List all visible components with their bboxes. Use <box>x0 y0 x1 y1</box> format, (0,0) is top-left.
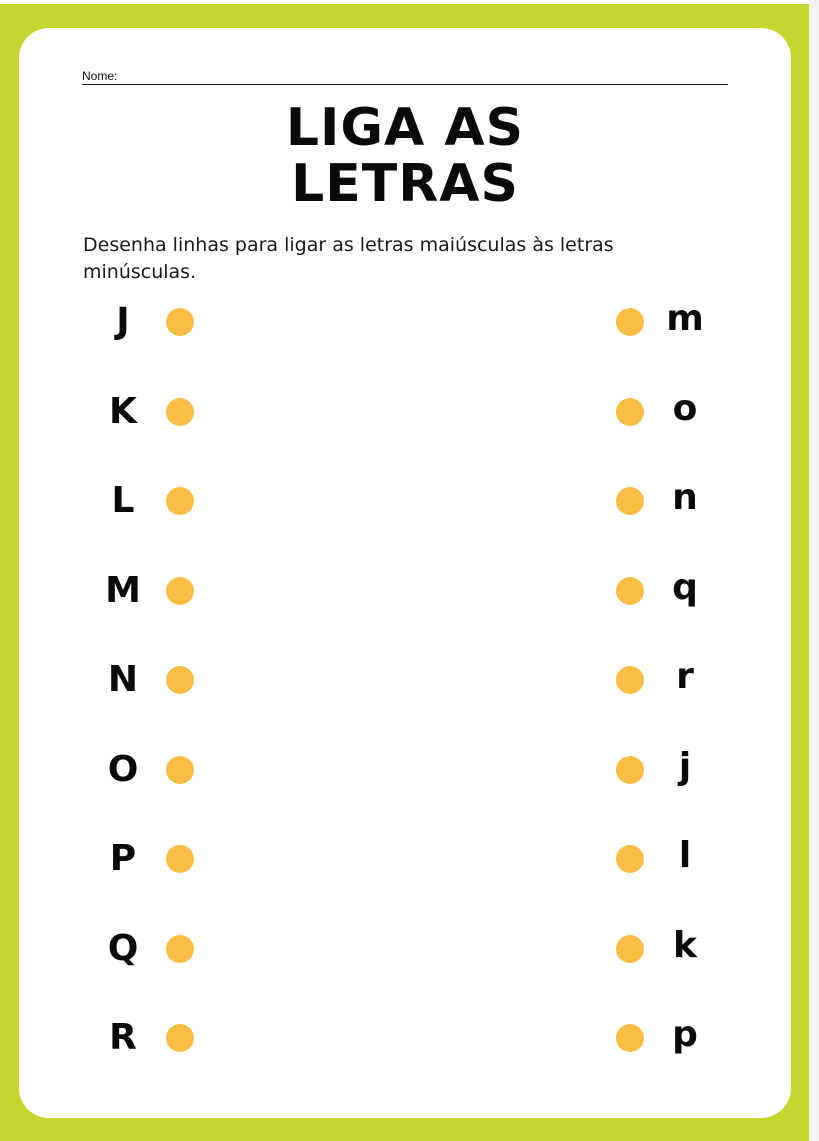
uppercase-letter: K <box>109 390 137 432</box>
right-connect-dot[interactable] <box>616 308 644 336</box>
right-connect-dot[interactable] <box>616 756 644 784</box>
uppercase-letter: L <box>111 480 135 521</box>
name-field[interactable] <box>82 70 728 85</box>
uppercase-letter: N <box>107 659 139 700</box>
page-edge <box>809 0 819 1141</box>
left-connect-dot[interactable] <box>166 398 194 426</box>
lowercase-letter: p <box>672 1014 698 1055</box>
left-connect-dot[interactable] <box>166 666 194 694</box>
left-connect-dot[interactable] <box>166 1024 194 1052</box>
left-connect-dot[interactable] <box>166 845 194 873</box>
uppercase-letter: R <box>109 1017 137 1058</box>
worksheet-sheet <box>19 28 791 1118</box>
lowercase-letter: o <box>672 387 698 429</box>
uppercase-letter: Q <box>107 927 139 969</box>
uppercase-letter: M <box>105 569 141 611</box>
lowercase-letter: j <box>678 745 692 787</box>
right-connect-dot[interactable] <box>616 398 644 426</box>
lowercase-letter: n <box>672 477 698 518</box>
page-title <box>19 100 791 212</box>
name-label: Nome: <box>82 69 118 83</box>
right-connect-dot[interactable] <box>616 487 644 515</box>
lowercase-letter: m <box>666 298 704 339</box>
right-connect-dot[interactable] <box>616 935 644 963</box>
left-connect-dot[interactable] <box>166 487 194 515</box>
left-connect-dot[interactable] <box>166 756 194 784</box>
right-connect-dot[interactable] <box>616 1024 644 1052</box>
right-connect-dot[interactable] <box>616 577 644 605</box>
right-connect-dot[interactable] <box>616 666 644 694</box>
lowercase-letter: q <box>672 566 698 608</box>
lowercase-letter: r <box>676 656 694 697</box>
lowercase-letter: k <box>673 924 697 966</box>
title-line-2: LETRAS <box>291 154 519 214</box>
left-connect-dot[interactable] <box>166 577 194 605</box>
lowercase-letter: l <box>678 835 692 876</box>
uppercase-letter: P <box>109 838 137 879</box>
left-connect-dot[interactable] <box>166 935 194 963</box>
instructions: Desenha linhas para ligar as letras maiúsculas às letras minúsculas. <box>83 234 614 283</box>
right-connect-dot[interactable] <box>616 845 644 873</box>
left-connect-dot[interactable] <box>166 308 194 336</box>
uppercase-letter: O <box>107 748 139 790</box>
uppercase-letter: J <box>116 301 130 342</box>
title-line-1: LIGA AS <box>285 98 525 158</box>
